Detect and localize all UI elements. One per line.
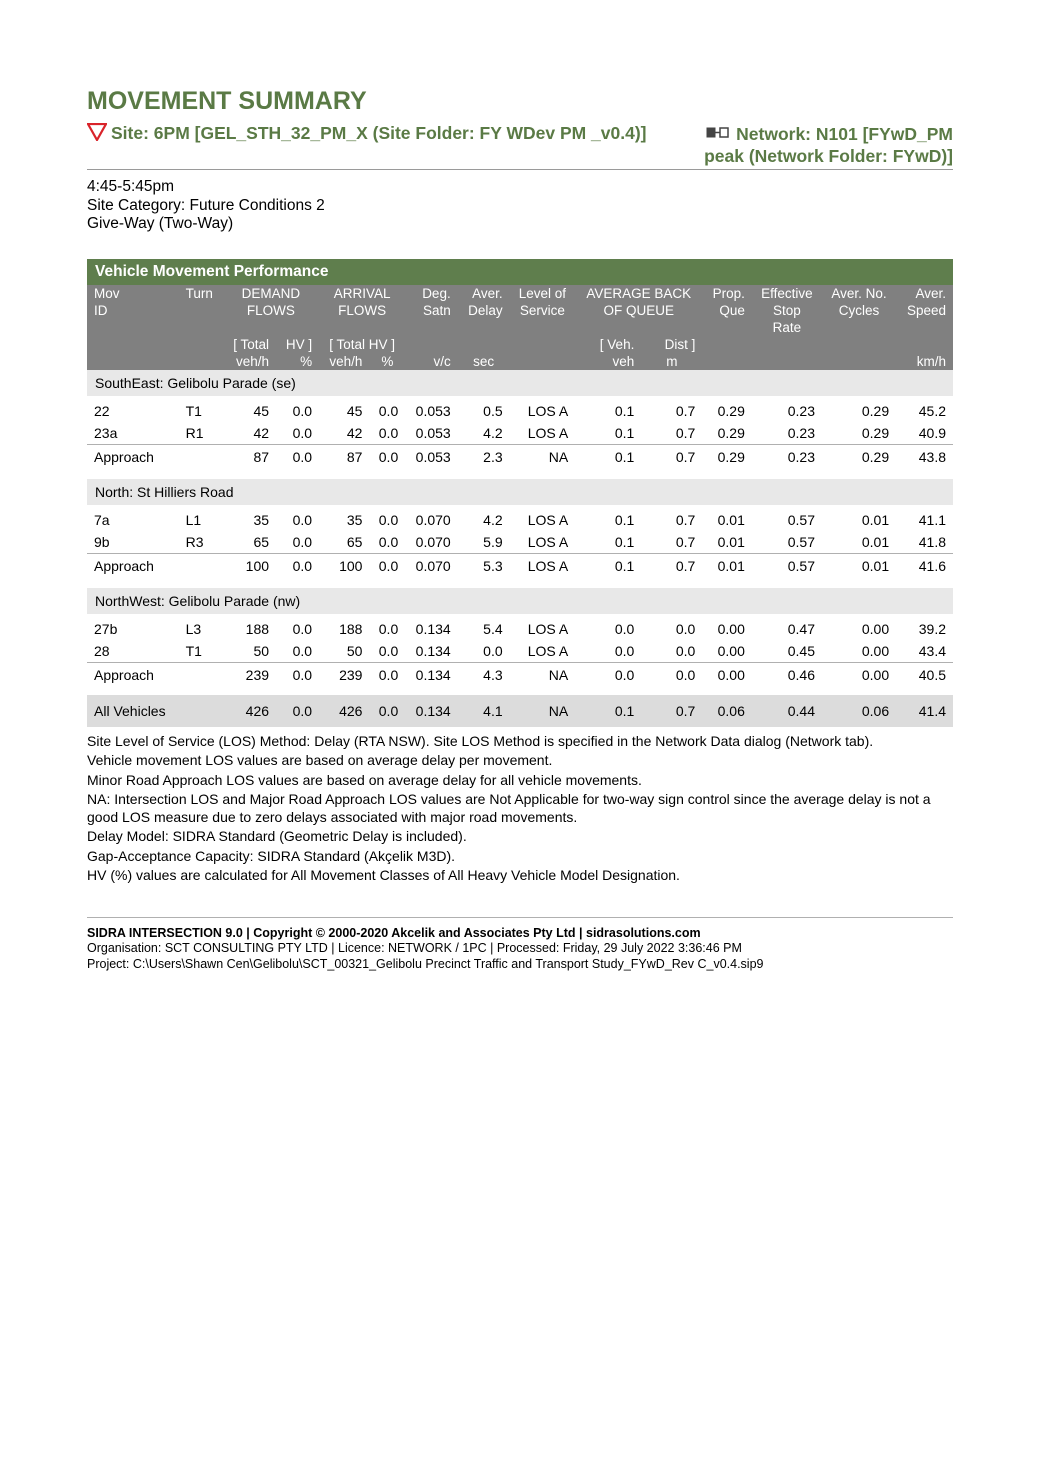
cell: LOS A xyxy=(527,424,569,441)
cell: All Vehicles xyxy=(87,693,179,727)
sub-total: [ Total xyxy=(223,336,276,353)
cell: 0.0 xyxy=(378,424,399,441)
cell xyxy=(179,444,223,473)
cell: 0.57 xyxy=(787,533,815,550)
cell: 50 xyxy=(253,642,270,659)
table-units-row xyxy=(87,353,953,370)
col-mov: Mov ID xyxy=(87,285,179,336)
cell: 0.00 xyxy=(861,642,890,659)
cell: 50 xyxy=(346,642,363,659)
cell: 40.5 xyxy=(896,662,953,693)
cell: 5.9 xyxy=(483,533,503,550)
cell: 39.2 xyxy=(918,621,946,638)
cell: 0.1 xyxy=(575,444,641,473)
table-row xyxy=(87,614,953,641)
approach-section-header xyxy=(87,370,953,396)
cell: 22 xyxy=(94,403,110,420)
cell: 188 xyxy=(245,621,270,638)
cell: 0.01 xyxy=(822,553,896,582)
cell: 7a xyxy=(94,512,110,529)
approach-total-row xyxy=(87,662,953,693)
cell: 0.070 xyxy=(405,553,457,582)
give-way-triangle-icon xyxy=(87,123,107,146)
cell: 35 xyxy=(253,512,270,529)
cell: 0.29 xyxy=(861,424,890,441)
cell: 0.0 xyxy=(378,512,399,529)
cell: 0.0 xyxy=(369,553,405,582)
cell: 100 xyxy=(319,553,369,582)
cell: 0.0 xyxy=(276,444,319,473)
cell: 426 xyxy=(319,693,369,727)
table-row xyxy=(87,396,953,423)
cell: Approach xyxy=(87,553,179,582)
table-row xyxy=(87,531,953,553)
cell: 0.7 xyxy=(675,403,696,420)
cell: 0.070 xyxy=(415,533,451,550)
cell: 0.0 xyxy=(378,642,399,659)
site-meta xyxy=(87,178,953,234)
unit-pct: % xyxy=(276,353,319,370)
cell: 27b xyxy=(94,621,118,638)
cell: 0.29 xyxy=(702,444,752,473)
cell: 0.0 xyxy=(369,662,405,693)
cell: 0.06 xyxy=(702,693,752,727)
cell: 40.9 xyxy=(918,424,946,441)
cell: 4.2 xyxy=(483,512,503,529)
network-icon xyxy=(706,122,730,144)
site-category: Site Category: Future Conditions 2 xyxy=(87,196,325,214)
sub-arrival: [ Total HV ] xyxy=(319,336,405,353)
notes xyxy=(87,733,953,885)
cell: T1 xyxy=(185,642,202,659)
cell xyxy=(179,553,223,582)
cell: 0.00 xyxy=(717,621,745,638)
cell: 0.053 xyxy=(415,424,451,441)
cell: 0.1 xyxy=(614,512,635,529)
note-minor-road: Minor Road Approach LOS values are based on average delay for all vehicle movements. xyxy=(87,771,642,788)
cell: 45.2 xyxy=(918,403,946,420)
cell: LOS A xyxy=(510,553,576,582)
cell: 0.23 xyxy=(752,444,822,473)
note-los-method: Site Level of Service (LOS) Method: Delay (RTA NSW). Site LOS Method is specified in the Network Data dialog (Network tab). xyxy=(87,732,874,749)
cell: 0.5 xyxy=(483,403,503,420)
col-cycles: Aver. No. Cycles xyxy=(822,285,896,336)
cell: 42 xyxy=(253,424,270,441)
cell: 0.57 xyxy=(787,512,815,529)
unit-vehh: veh/h xyxy=(223,353,276,370)
cell: 28 xyxy=(94,642,110,659)
cell: 0.29 xyxy=(861,403,890,420)
cell: 45 xyxy=(253,403,270,420)
cell: 0.0 xyxy=(378,403,399,420)
cell: 0.0 xyxy=(614,642,635,659)
sub-hv: HV ] xyxy=(276,336,319,353)
cell: 0.06 xyxy=(822,693,896,727)
col-demand: DEMAND FLOWS xyxy=(223,285,319,336)
vehicle-movement-table xyxy=(87,259,953,727)
cell: 0.00 xyxy=(717,642,745,659)
cell xyxy=(179,662,223,693)
cell: 4.2 xyxy=(483,424,503,441)
approach-section-header xyxy=(87,588,953,614)
cell: 0.0 xyxy=(483,642,503,659)
cell: 0.00 xyxy=(822,662,896,693)
cell: 0.053 xyxy=(405,444,457,473)
col-queue: AVERAGE BACK OF QUEUE xyxy=(575,285,702,336)
cell: 0.01 xyxy=(702,553,752,582)
unit-m: m xyxy=(641,353,702,370)
note-movement-los: Vehicle movement LOS values are based on average delay per movement. xyxy=(87,752,553,768)
cell: 87 xyxy=(223,444,276,473)
cell: 426 xyxy=(223,693,276,727)
report-page xyxy=(87,86,953,972)
approach-name: North: St Hilliers Road xyxy=(87,479,953,505)
cell: LOS A xyxy=(527,642,569,659)
cell: 0.00 xyxy=(702,662,752,693)
col-eff-stop: Effective Stop Rate xyxy=(752,285,822,336)
cell: 0.0 xyxy=(378,621,399,638)
cell: 0.1 xyxy=(614,403,635,420)
cell: 0.7 xyxy=(641,444,702,473)
cell: 41.8 xyxy=(918,533,946,550)
cell: 0.0 xyxy=(292,512,313,529)
approach-name: SouthEast: Gelibolu Parade (se) xyxy=(87,370,953,396)
cell: 4.3 xyxy=(458,662,510,693)
approach-total-row xyxy=(87,444,953,473)
unit-vc: v/c xyxy=(405,353,457,370)
note-gap-acceptance: Gap-Acceptance Capacity: SIDRA Standard (Akçelik M3D). xyxy=(87,847,456,864)
cell: L1 xyxy=(185,512,202,529)
table-subheader-row xyxy=(87,336,953,353)
cell: 0.0 xyxy=(641,662,702,693)
footer-organisation: Organisation: SCT CONSULTING PTY LTD | Licence: NETWORK / 1PC | Processed: Friday, 29 July 2022 3:36:46 PM xyxy=(87,941,742,955)
cell: 0.053 xyxy=(415,403,451,420)
cell: 23a xyxy=(94,424,118,441)
cell: 0.44 xyxy=(752,693,822,727)
sub-dist: Dist ] xyxy=(641,336,702,353)
table-title-row xyxy=(87,259,953,285)
cell: 4.1 xyxy=(458,693,510,727)
note-hv: HV (%) values are calculated for All Movement Classes of All Heavy Vehicle Model Designation. xyxy=(87,867,680,883)
table-title: Vehicle Movement Performance xyxy=(87,259,953,285)
cell: 0.7 xyxy=(675,533,696,550)
cell: 0.0 xyxy=(292,642,313,659)
network-label-line2: peak (Network Folder: FYwD)] xyxy=(704,146,953,166)
time-period: 4:45-5:45pm xyxy=(87,178,175,195)
footer-copyright: SIDRA INTERSECTION 9.0 | Copyright © 2000-2020 Akcelik and Associates Pty Ltd | sidrasolutions.com xyxy=(87,925,701,940)
cell: 0.01 xyxy=(717,512,745,529)
cell: LOS A xyxy=(527,533,569,550)
unit-pct-arrival: % xyxy=(369,353,405,370)
cell: 239 xyxy=(223,662,276,693)
footer-project: Project: C:\Users\Shawn Cen\Gelibolu\SCT_00321_Gelibolu Precinct Traffic and Transport Study_FYwD_Rev C_v0.4.sip9 xyxy=(87,956,764,971)
cell: 0.0 xyxy=(276,553,319,582)
unit-vehh-arrival: veh/h xyxy=(319,353,369,370)
page-title: MOVEMENT SUMMARY xyxy=(87,87,367,115)
cell: 41.4 xyxy=(896,693,953,727)
cell: 0.134 xyxy=(405,662,457,693)
network-label-line1: Network: N101 [FYwD_PM xyxy=(736,124,953,144)
footer xyxy=(87,917,953,973)
unit-kmh: km/h xyxy=(896,353,953,370)
approach-total-row xyxy=(87,553,953,582)
approach-name: NorthWest: Gelibolu Parade (nw) xyxy=(87,588,953,614)
cell: 65 xyxy=(346,533,363,550)
col-turn: Turn xyxy=(179,285,223,336)
cell: 43.8 xyxy=(896,444,953,473)
cell: 0.29 xyxy=(717,424,745,441)
cell: 5.4 xyxy=(483,621,503,638)
cell: 0.070 xyxy=(415,512,451,529)
cell: 35 xyxy=(346,512,363,529)
cell: 0.134 xyxy=(405,693,457,727)
cell: 0.01 xyxy=(861,533,890,550)
site-network-header xyxy=(87,122,953,170)
cell: 0.00 xyxy=(861,621,890,638)
note-delay-model: Delay Model: SIDRA Standard (Geometric Delay is included). xyxy=(87,828,467,844)
cell: 43.4 xyxy=(918,642,946,659)
cell: 87 xyxy=(319,444,369,473)
site-label: Site: 6PM [GEL_STH_32_PM_X (Site Folder: FY WDev PM _v0.4)] xyxy=(111,123,647,143)
cell: 0.0 xyxy=(575,662,641,693)
cell: 0.0 xyxy=(369,693,405,727)
cell: R3 xyxy=(185,533,204,550)
cell: 0.0 xyxy=(378,533,399,550)
cell: LOS A xyxy=(527,403,569,420)
col-deg-satn: Deg. Satn xyxy=(405,285,457,336)
cell: 0.0 xyxy=(276,662,319,693)
cell: 0.47 xyxy=(787,621,815,638)
cell: 0.01 xyxy=(861,512,890,529)
cell: 0.23 xyxy=(787,403,815,420)
sub-veh: [ Veh. xyxy=(575,336,641,353)
cell: 0.01 xyxy=(717,533,745,550)
cell: NA xyxy=(510,444,576,473)
cell: 0.0 xyxy=(276,693,319,727)
col-aver-delay: Aver. Delay xyxy=(458,285,510,336)
cell: Approach xyxy=(87,662,179,693)
cell: 5.3 xyxy=(458,553,510,582)
cell: 0.1 xyxy=(575,693,641,727)
cell: 0.0 xyxy=(675,621,696,638)
unit-sec: sec xyxy=(458,353,510,370)
control-type: Give-Way (Two-Way) xyxy=(87,215,234,232)
cell: LOS A xyxy=(527,621,569,638)
cell: 239 xyxy=(319,662,369,693)
cell: 0.0 xyxy=(292,403,313,420)
all-vehicles-row xyxy=(87,693,953,727)
cell: 0.23 xyxy=(787,424,815,441)
cell: 0.7 xyxy=(641,693,702,727)
cell: 0.7 xyxy=(675,424,696,441)
network-label-block xyxy=(663,122,953,167)
table-row xyxy=(87,422,953,444)
col-prop-que: Prop. Que xyxy=(702,285,752,336)
site-label-block xyxy=(87,122,647,167)
cell: 42 xyxy=(346,424,363,441)
cell: 0.134 xyxy=(415,642,451,659)
cell: 0.1 xyxy=(614,533,635,550)
cell: 0.1 xyxy=(614,424,635,441)
cell: 0.0 xyxy=(675,642,696,659)
cell: 100 xyxy=(223,553,276,582)
cell: 0.1 xyxy=(575,553,641,582)
cell: 0.29 xyxy=(717,403,745,420)
col-arrival: ARRIVAL FLOWS xyxy=(319,285,405,336)
cell: T1 xyxy=(185,403,202,420)
table-row xyxy=(87,640,953,662)
cell: 0.46 xyxy=(752,662,822,693)
cell: 0.0 xyxy=(292,424,313,441)
cell: 0.0 xyxy=(369,444,405,473)
cell: 2.3 xyxy=(458,444,510,473)
cell: NA xyxy=(510,662,576,693)
cell xyxy=(179,693,223,727)
cell: 188 xyxy=(339,621,363,638)
cell: R1 xyxy=(185,424,204,441)
cell: 0.29 xyxy=(822,444,896,473)
cell: 0.57 xyxy=(752,553,822,582)
col-los: Level of Service xyxy=(510,285,576,336)
cell: L3 xyxy=(185,621,202,638)
cell: 0.134 xyxy=(415,621,451,638)
cell: Approach xyxy=(87,444,179,473)
table-row xyxy=(87,505,953,532)
cell: 9b xyxy=(94,533,110,550)
cell: NA xyxy=(510,693,576,727)
cell: LOS A xyxy=(527,512,569,529)
note-na: NA: Intersection LOS and Major Road Approach LOS values are Not Applicable for two-way sign control since the average delay is not a good LOS measure due to zero delays associated with major road movements. xyxy=(87,791,931,825)
cell: 0.7 xyxy=(641,553,702,582)
cell: 0.0 xyxy=(614,621,635,638)
cell: 41.1 xyxy=(918,512,946,529)
cell: 0.0 xyxy=(292,533,313,550)
col-speed: Aver. Speed xyxy=(896,285,953,336)
cell: 45 xyxy=(346,403,363,420)
table-header-row xyxy=(87,285,953,336)
cell: 0.45 xyxy=(787,642,815,659)
cell: 65 xyxy=(253,533,270,550)
cell: 0.7 xyxy=(675,512,696,529)
unit-veh: veh xyxy=(575,353,641,370)
cell: 41.6 xyxy=(896,553,953,582)
cell: 0.0 xyxy=(292,621,313,638)
approach-section-header xyxy=(87,479,953,505)
